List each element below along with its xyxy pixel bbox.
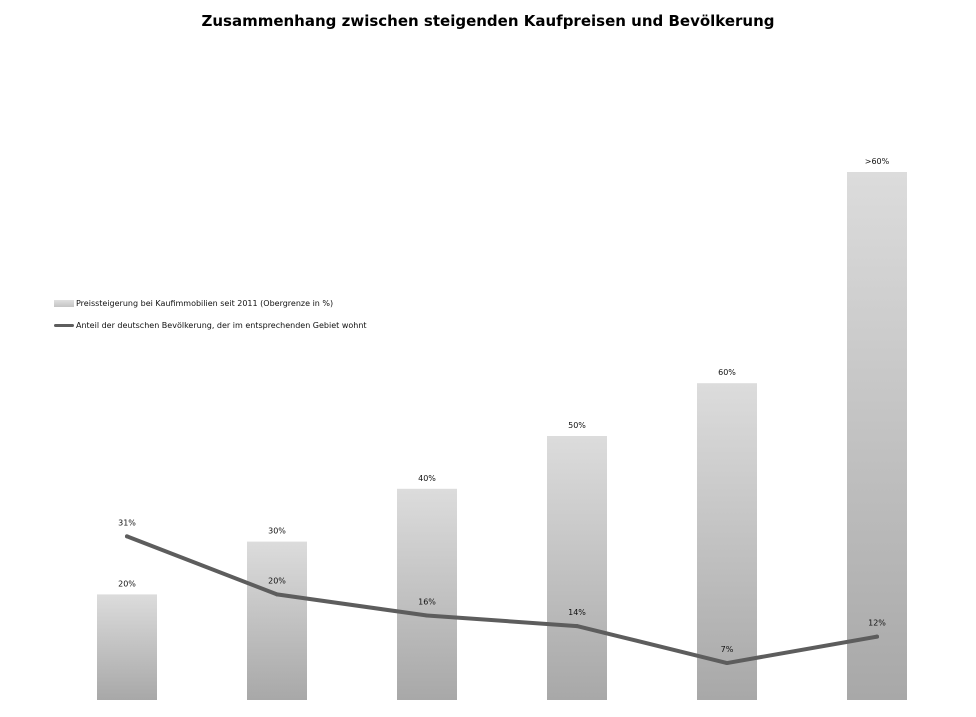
line-point	[275, 592, 279, 596]
line-data-label: 7%	[720, 645, 734, 655]
legend-label-line: Anteil der deutschen Bevölkerung, der im entsprechenden Gebiet wohnt	[76, 320, 367, 330]
chart-title: Zusammenhang zwischen steigenden Kaufpreisen und Bevölkerung	[201, 12, 775, 30]
line-data-label: 14%	[568, 608, 586, 618]
legend-label-bars: Preissteigerung bei Kaufimmobilien seit 2011 (Obergrenze in %)	[76, 298, 334, 308]
line-point	[125, 534, 129, 538]
line-data-label: 31%	[118, 518, 136, 528]
line-point	[725, 661, 729, 665]
bar-data-label: 60%	[718, 368, 736, 378]
bar	[247, 542, 307, 700]
bar-data-label: 50%	[568, 421, 586, 430]
bar	[97, 594, 157, 700]
bar-data-label: 40%	[418, 473, 436, 483]
bar	[397, 489, 457, 700]
line-series	[127, 536, 877, 663]
line-point	[875, 635, 879, 639]
bar-data-label: 30%	[268, 526, 286, 536]
bar-data-label: 20%	[118, 579, 136, 589]
line-data-label: 20%	[268, 576, 286, 586]
line-point	[575, 624, 579, 628]
line-data-label: 16%	[418, 597, 436, 607]
line-data-label: 12%	[868, 618, 886, 628]
bar-data-label: >60%	[864, 157, 890, 166]
line-point	[425, 614, 429, 618]
bar	[547, 436, 607, 700]
